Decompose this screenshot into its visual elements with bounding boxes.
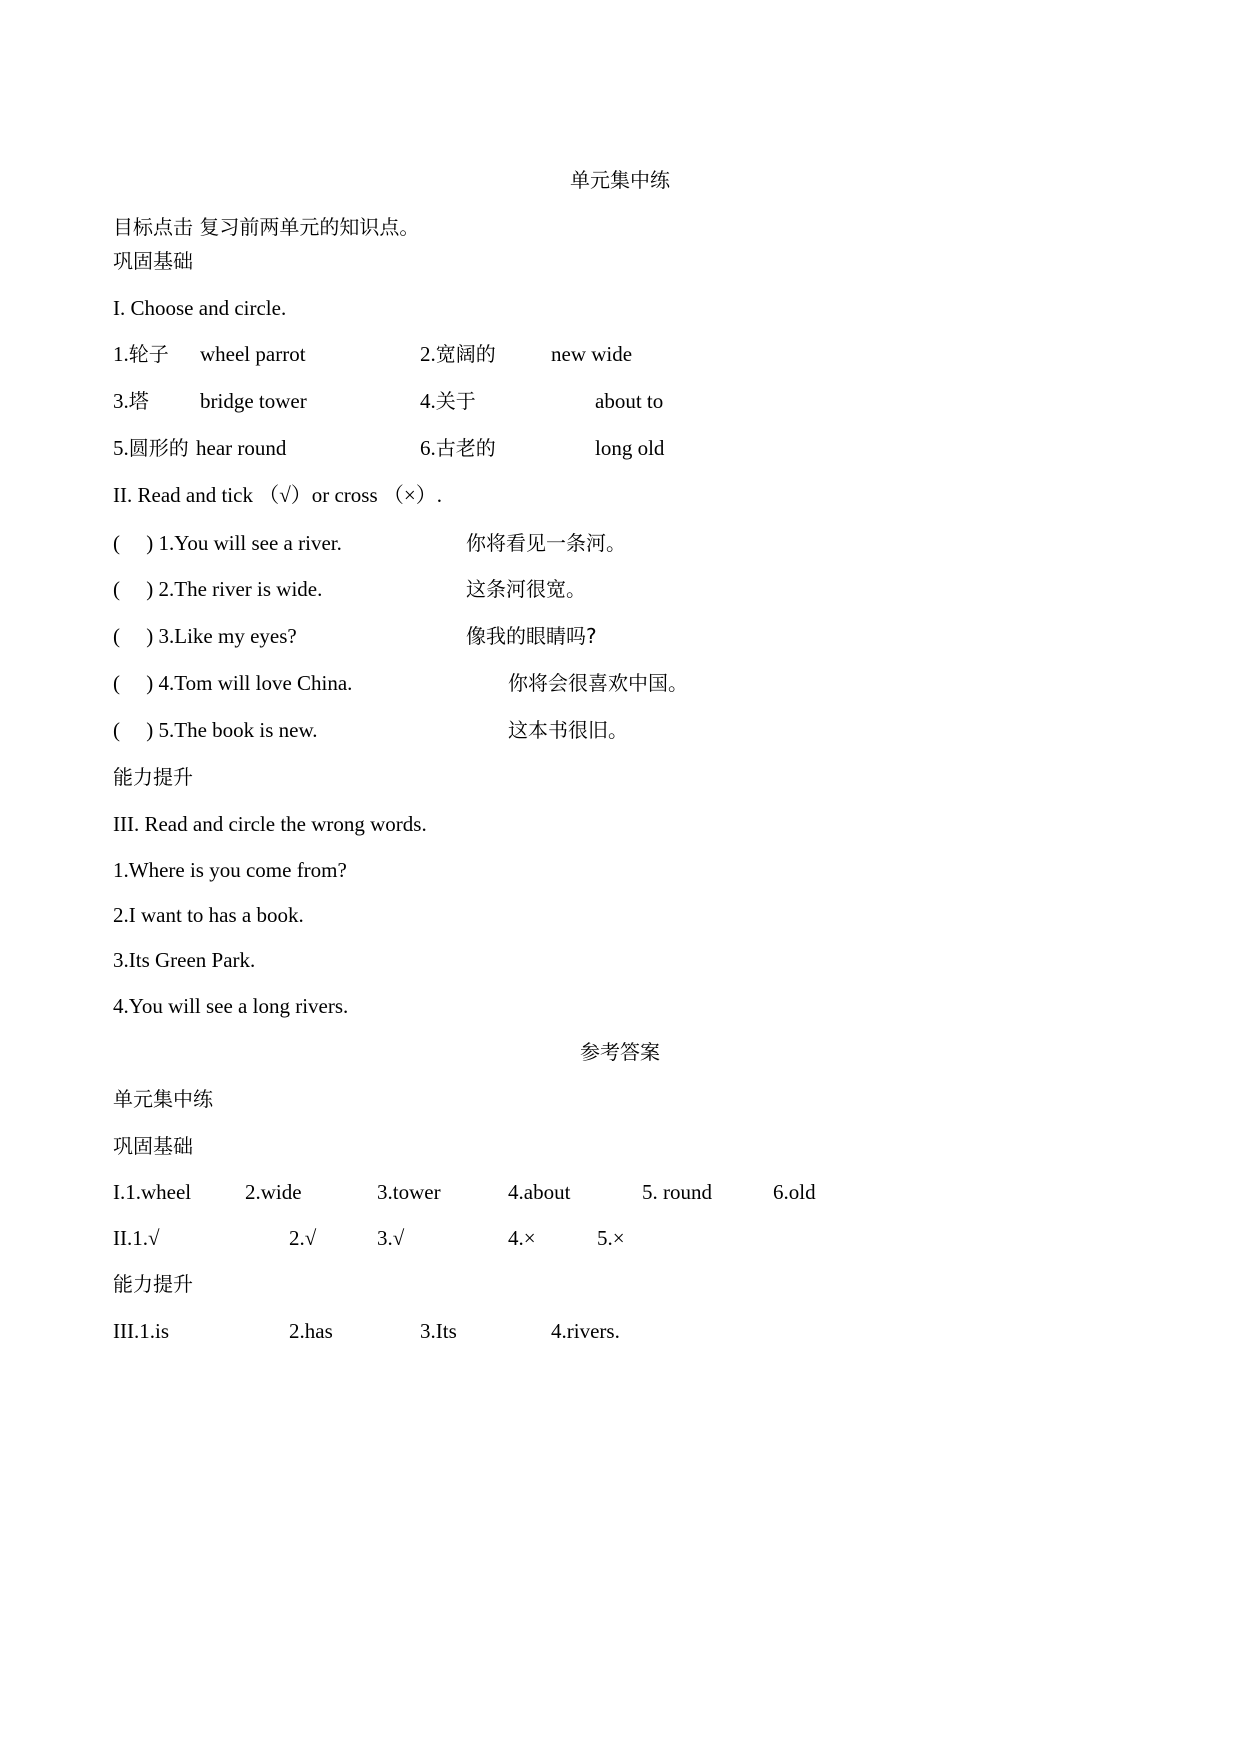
answer-2-3: 3.√ <box>377 1226 405 1250</box>
answers-unit-heading: 单元集中练 <box>113 1087 213 1111</box>
answer-1-6: 6.old <box>773 1180 816 1204</box>
answer-2-4: 4.× <box>508 1226 536 1250</box>
section-advanced-heading: 能力提升 <box>113 765 193 789</box>
answer-bracket[interactable]: ( ) <box>113 671 154 695</box>
answer-1-2: 2.wide <box>245 1180 302 1204</box>
part2-item-5-translation: 这本书很旧。 <box>508 718 628 742</box>
answers-section-advanced: 能力提升 <box>113 1272 193 1296</box>
part1-item-6: 6.古老的 <box>420 436 496 460</box>
part1-item-5-options: hear round <box>196 436 287 460</box>
answer-3-1: III.1.is <box>113 1319 169 1343</box>
answers-section-basic: 巩固基础 <box>113 1134 193 1158</box>
part1-item-2-options: new wide <box>551 342 633 366</box>
part2-item-4: ( ) 4.Tom will love China. <box>113 671 353 695</box>
page-title: 单元集中练 <box>570 168 670 192</box>
answer-bracket[interactable]: ( ) <box>113 624 154 648</box>
section-basic-heading: 巩固基础 <box>113 249 193 273</box>
part1-heading: I. Choose and circle. <box>113 296 287 320</box>
answer-1-4: 4.about <box>508 1180 571 1204</box>
answer-bracket[interactable]: ( ) <box>113 718 154 742</box>
part1-item-5: 5.圆形的 <box>113 436 189 460</box>
answer-bracket[interactable]: ( ) <box>113 531 154 555</box>
part1-item-3: 3.塔 <box>113 389 149 413</box>
part1-item-1: 1.轮子 <box>113 342 169 366</box>
answer-1-1: I.1.wheel <box>113 1180 192 1204</box>
part1-item-1-options: wheel parrot <box>200 342 306 366</box>
part1-item-3-options: bridge tower <box>200 389 307 413</box>
part2-item-2: ( ) 2.The river is wide. <box>113 577 323 601</box>
answer-1-5: 5. round <box>642 1180 712 1204</box>
part1-item-2: 2.宽阔的 <box>420 342 496 366</box>
answer-3-3: 3.Its <box>420 1319 457 1343</box>
answer-3-2: 2.has <box>289 1319 333 1343</box>
part2-heading: II. Read and tick （√）or cross （×）. <box>113 483 442 507</box>
part3-heading: III. Read and circle the wrong words. <box>113 812 427 836</box>
answer-2-1: II.1.√ <box>113 1226 160 1250</box>
part3-item-4: 4.You will see a long rivers. <box>113 994 349 1018</box>
part3-item-3: 3.Its Green Park. <box>113 948 256 972</box>
part3-item-1: 1.Where is you come from? <box>113 858 347 882</box>
part3-item-2: 2.I want to has a book. <box>113 903 304 927</box>
part2-item-1: ( ) 1.You will see a river. <box>113 531 342 555</box>
part2-item-2-translation: 这条河很宽。 <box>466 577 586 601</box>
part2-item-3: ( ) 3.Like my eyes? <box>113 624 297 648</box>
objective-text: 目标点击 复习前两单元的知识点。 <box>113 215 420 239</box>
answer-1-3: 3.tower <box>377 1180 441 1204</box>
part1-item-4: 4.关于 <box>420 389 476 413</box>
part1-item-6-options: long old <box>595 436 665 460</box>
answer-3-4: 4.rivers. <box>551 1319 620 1343</box>
answer-2-5: 5.× <box>597 1226 625 1250</box>
part2-item-1-translation: 你将看见一条河。 <box>466 531 626 555</box>
part2-item-4-translation: 你将会很喜欢中国。 <box>508 671 688 695</box>
answer-2-2: 2.√ <box>289 1226 317 1250</box>
part1-item-4-options: about to <box>595 389 664 413</box>
part2-item-5: ( ) 5.The book is new. <box>113 718 318 742</box>
answer-bracket[interactable]: ( ) <box>113 577 154 601</box>
answers-title: 参考答案 <box>580 1040 660 1064</box>
part2-item-3-translation: 像我的眼睛吗? <box>466 624 597 648</box>
